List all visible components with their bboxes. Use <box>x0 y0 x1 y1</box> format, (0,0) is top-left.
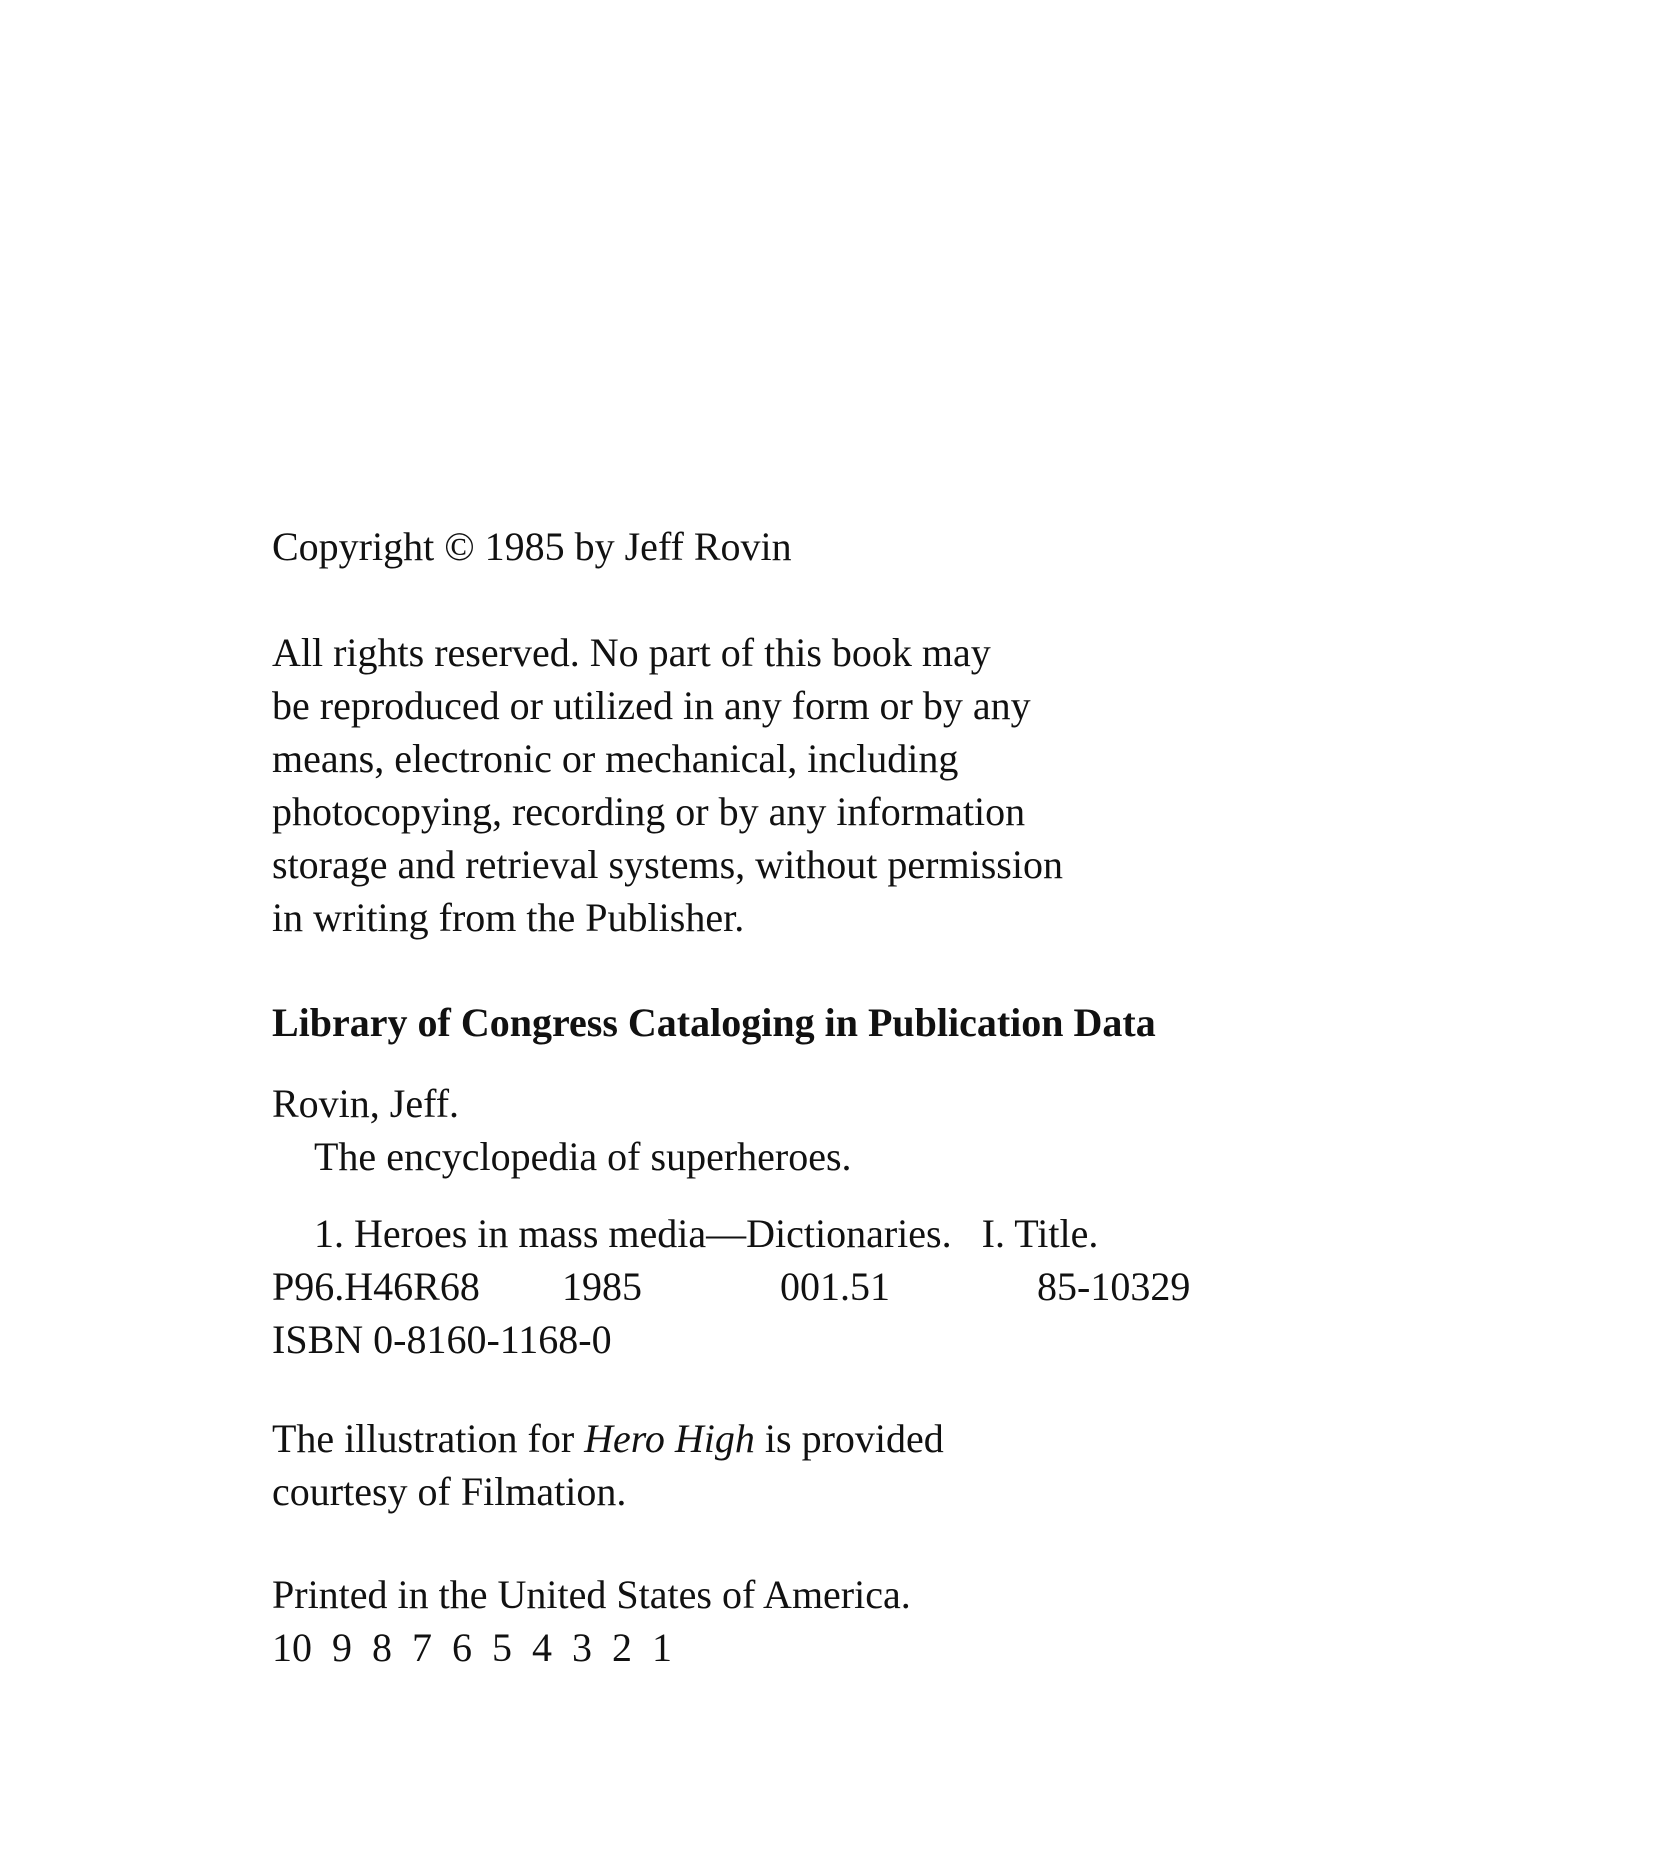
printed-in-country: Printed in the United States of America. <box>272 1572 911 1617</box>
rights-statement <box>272 626 1063 944</box>
print-line: 10 9 8 7 6 5 4 3 2 1 <box>272 1625 672 1670</box>
cip-classification-row <box>272 1260 1252 1313</box>
cip-call-number: P96.H46R68 <box>272 1264 480 1309</box>
illustration-credit <box>272 1412 944 1518</box>
rights-line: All rights reserved. No part of this book may <box>272 630 991 675</box>
cip-title: The encyclopedia of superheroes. <box>314 1134 852 1179</box>
cip-lccn: 85-10329 <box>1037 1264 1191 1309</box>
illustration-credit-line <box>272 1412 944 1465</box>
illustration-prefix: The illustration for <box>272 1416 585 1461</box>
rights-line: photocopying, recording or by any information <box>272 789 1026 834</box>
illustration-suffix: is provided <box>754 1416 944 1461</box>
copyright-notice: Copyright © 1985 by Jeff Rovin <box>272 524 792 569</box>
rights-line: means, electronic or mechanical, including <box>272 736 959 781</box>
illustration-credit-line-2: courtesy of Filmation. <box>272 1469 627 1514</box>
cip-year: 1985 <box>562 1264 642 1309</box>
cip-author: Rovin, Jeff. <box>272 1081 460 1126</box>
rights-line: be reproduced or utilized in any form or by any <box>272 683 1031 728</box>
rights-line: in writing from the Publisher. <box>272 895 745 940</box>
cip-isbn: ISBN 0-8160-1168-0 <box>272 1317 612 1362</box>
cip-heading: Library of Congress Cataloging in Publication Data <box>272 1000 1156 1045</box>
rights-line: storage and retrieval systems, without permission <box>272 842 1063 887</box>
illustration-work-title: Hero High <box>584 1416 755 1461</box>
cip-subjects: 1. Heroes in mass media—Dictionaries. I. Title. <box>314 1211 1099 1256</box>
cip-dewey-number: 001.51 <box>780 1264 890 1309</box>
